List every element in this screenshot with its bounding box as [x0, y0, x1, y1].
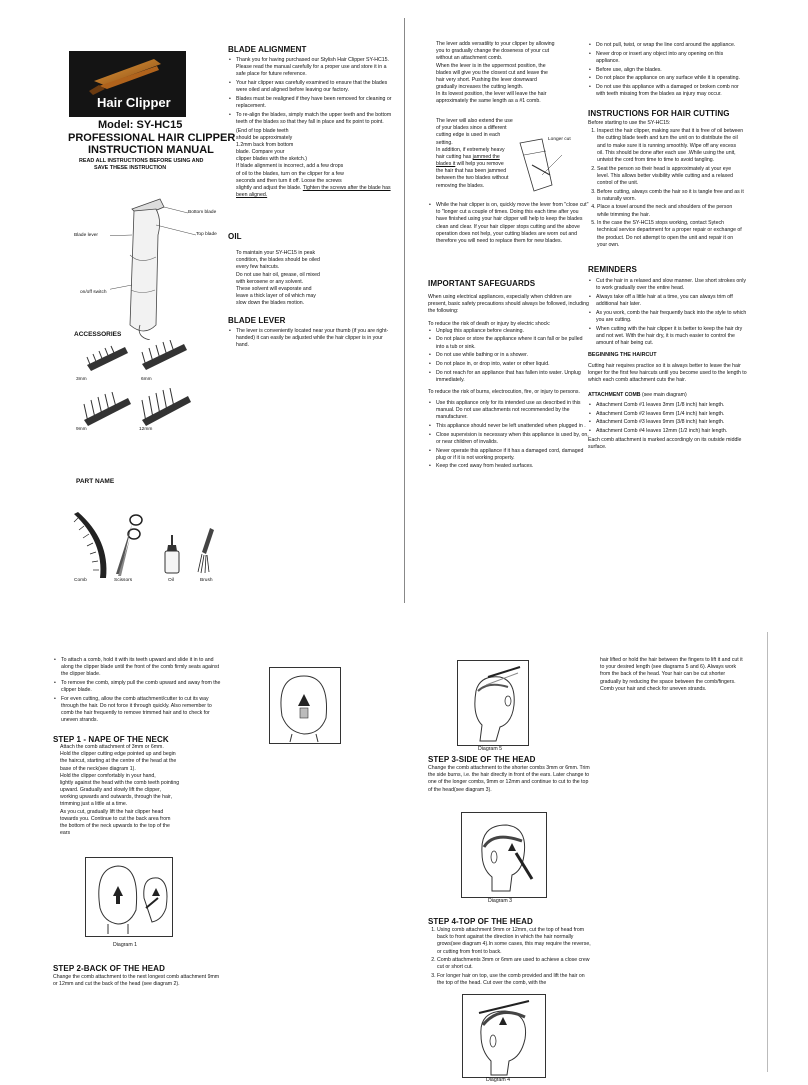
head-side-icon: [462, 813, 546, 897]
diagram-1-caption: Diagram 1: [113, 942, 137, 948]
list-item: • To attach a comb, hold it with its teeth upward and slide it in to and along the clipper blade until the front of the comb firmly seats against the clipper blade.: [61, 657, 221, 679]
list-item: • Your hair clipper was carefully examined to ensure that the blades were oiled and aligned before leaving our factory.: [236, 80, 393, 94]
align-line: of oil to the blades, turn on the clipper for a few: [236, 170, 344, 177]
step2-heading: STEP 2-BACK OF THE HEAD: [53, 964, 165, 973]
oil-line: To maintain your SY-HC15 in peak: [236, 250, 316, 256]
safeguards-heading: IMPORTANT SAFEGUARDS: [428, 279, 536, 288]
cover-brand: Hair Clipper: [97, 95, 171, 110]
head-back-icon: [270, 668, 340, 743]
list-item: • Cut the hair in a relaxed and slow manner. Use short strokes only to work gradually over the entire head.: [596, 278, 748, 292]
diagram-5: [457, 660, 529, 746]
instructions-intro: Before starting to use the SY-HC15:: [588, 120, 671, 126]
blade-alignment-heading: BLADE ALIGNMENT: [228, 45, 307, 54]
shock-intro: To reduce the risk of death or injury by electric shock:: [428, 320, 551, 327]
head-top-icon: [463, 995, 545, 1077]
extend-line: hair cutting has: [436, 153, 472, 160]
bottom-col3-text: hair lifted or hold the hair between the fingers to lift it and cut it to your desired length (see diagrams 5 and 6). Always work from the back of the head. Your hair can be cut shorter gradually by reducing the space between the comb/fingers. Comb your hair and check for uneven strands.: [600, 657, 743, 692]
safeguards-section: [428, 294, 591, 472]
step1-line: Hold the clipper cutting edge pointed up and begin: [60, 751, 176, 758]
list-item: • The lever is conveniently located near your thumb (if you are right-handed) it can easily be adjusted while the hair clipper is in your hand.: [236, 328, 393, 350]
oil-line: condition, the blades should be oiled: [236, 257, 320, 264]
bottom-col1-list: [53, 657, 221, 726]
list-item: 1. Using comb attachment 9mm or 12mm, cut the top of head from back to front against the direction in which the hair normally grows(see diagram 4).In some cases, this may require the reverse, or cutting from front to back.: [437, 927, 593, 956]
while-section: [428, 202, 591, 247]
align-line: seconds and then turn it off. Loose the screws: [236, 177, 342, 184]
safeguards-intro: When using electrical appliances, especially when children are present, basic safety precautions should always be followed, including the following:: [428, 294, 589, 315]
label-top-blade: Top blade: [196, 232, 217, 237]
oil-line: Do not use hair oil, grease, oil mixed: [236, 271, 320, 278]
part-brush-label: Brush: [200, 578, 213, 583]
part-oil-label: Oil: [168, 578, 174, 583]
label-blade-lever: Blade lever: [74, 233, 98, 238]
reminders-heading: REMINDERS: [588, 265, 637, 274]
diagram-4: [462, 994, 546, 1078]
list-item: • Do not use while bathing or in a shower.: [436, 352, 591, 359]
lever-line: When the lever is in the uppermost position, the: [436, 62, 546, 69]
list-item: 3. For longer hair on top, use the comb provided and lift the hair on the top of the head. Cut over the comb, with the: [437, 973, 593, 987]
cover-read-2: SAVE THESE INSTRUCTION: [94, 165, 167, 171]
comb-9mm-icon: [82, 392, 134, 428]
step2-text: Change the comb attachment to the next longest comb attachment 9mm or 12mm and cut the back of the head (see diagram 2).: [53, 974, 220, 988]
list-item: • Close supervision is necessary when this appliance is used by, on, or near children of invalids.: [436, 432, 591, 446]
step1-line: towards you. Continue to cut the back area from: [60, 815, 171, 822]
list-item: • Before use, align the blades.: [596, 67, 748, 74]
step1-line: ears: [60, 830, 71, 837]
extend-line: The lever will also extend the use: [436, 118, 513, 124]
list-item: • Always take off a little hair at a time, you can always trim off additional hair later.: [596, 294, 748, 308]
extend-line: cutting edge is used in each: [436, 132, 501, 139]
oil-line: leave a thick layer of oil which may: [236, 293, 316, 300]
cover-logo: [69, 51, 186, 117]
oil-line: every few haircuts.: [236, 264, 280, 271]
list-item: • To remove the comb, simply pull the comb upward and away from the clipper blade.: [61, 680, 221, 694]
comb-9mm-label: 9mm: [76, 427, 87, 432]
list-item: 2. Seat the person so their head is approximately at your eye level. This allows better visibility while cutting and a relaxed control of the unit.: [597, 166, 744, 188]
step1-line: base of the neck(see diagram 1).: [60, 765, 136, 772]
lever-line: hair very short. Pushing the lever downward: [436, 76, 537, 83]
list-item: • Never operate this appliance if it has a damaged cord, damaged plug or if it is not working property.: [436, 448, 591, 462]
list-item: • As you work, comb the hair frequently back into the style to which you are cutting.: [596, 310, 748, 324]
attachment-sub: (see main diagram): [640, 392, 687, 398]
blade-alignment-section: [228, 57, 393, 199]
step1-line: As you cut, gradually lift the hair clipper head: [60, 808, 164, 815]
list-item: • This appliance should never be left unattended when plugged in .: [436, 423, 591, 430]
step1-line: lightly against the head with the comb teeth pointing: [60, 779, 180, 786]
label-onoff-switch: on/off switch: [80, 290, 107, 295]
extend-line: removing the blades.: [436, 182, 485, 189]
cover-title-2: INSTRUCTION MANUAL: [88, 144, 214, 156]
list-item: • Keep the cord away from heated surfaces.: [436, 463, 591, 470]
lever-line: The lever adds versatility to your clipper by allowing: [436, 41, 555, 47]
step4-heading: STEP 4-TOP OF THE HEAD: [428, 917, 533, 926]
diagram-5-caption: Diagram 5: [478, 746, 502, 752]
cover-read-1: READ ALL INSTRUCTIONS BEFORE USING AND: [79, 158, 204, 164]
attachment-heading-line: [588, 392, 687, 399]
step1-line: upward. Gradually and slowly lift the clipper,: [60, 787, 161, 794]
lever-text: [436, 41, 586, 106]
diagram-1: [85, 857, 173, 937]
list-item: • Use this appliance only for its intended use as described in this manual. Do not use attachments not recommended by the manufacturer.: [436, 400, 591, 422]
scissors-icon: [112, 512, 146, 578]
list-item: • While the hair clipper is on, quickly move the lever from "close cut" to "longer cut a couple of times. Doing this each time after you have finished using your hair clipper will help to keep the blades clean and clear. If your hair clipper stops cutting and the above operation does not help, your cutting blades are worn out and therefore you will need to replace them for new blades.: [436, 202, 591, 245]
diagram-back-head: [269, 667, 341, 744]
lever-line: you to gradually change the doseness of your cut: [436, 48, 550, 55]
extend-line: will help you remove: [455, 161, 504, 168]
step1-heading: STEP 1 - NAPE OF THE NECK: [53, 735, 169, 744]
align-line: slightly and adjust the blade.: [236, 184, 302, 191]
list-item: • Blades must be realigned if they have been removed for cleaning or replacement.: [236, 96, 393, 110]
lever-line: In its lowest position, the lever will leave the hair: [436, 91, 547, 98]
bottom-page-divider: [767, 632, 768, 1072]
attachment-note: Each comb attachment is marked accordingly on its outside middle surface.: [588, 436, 742, 450]
list-item: • Attachment Comb #4 leaves 12mm (1/2 inch) hair length.: [596, 428, 748, 435]
comb-12mm-icon: [140, 388, 195, 428]
extend-line: of your blades since a different: [436, 125, 507, 132]
lever-line: approximately the same length as a #1 comb.: [436, 98, 541, 105]
label-bottom-blade: Bottom blade: [188, 210, 217, 215]
list-item: • Do not place or store the appliance where it can fall or be pulled into a tub or sink.: [436, 336, 591, 350]
list-item: • To re-align the blades, simply match the upper teeth and the bottom teeth of the blades so that they fall in place and fix point to point.: [236, 112, 393, 126]
attachment-heading: ATTACHMENT COMB: [588, 392, 641, 398]
comb-12mm-label: 12mm: [139, 427, 153, 432]
reminders-section: [588, 278, 748, 349]
step4-section: [428, 927, 593, 989]
list-item: • For even cutting, allow the comb attachment/cutter to cut its way through the hair. Do not force it through quickly. Also remember to comb the hair frequently to remove trimmed hair and to check for uneven strands.: [61, 696, 221, 725]
step1-line: Attach the comb attachment of 3mm or 6mm.: [60, 744, 164, 750]
list-item: • Do not place the appliance on any surface while it is operating.: [596, 75, 748, 82]
oil-heading: OIL: [228, 232, 242, 241]
col4-top-list: [588, 42, 748, 100]
list-item: 1. Inspect the hair clipper, making sure that it is free of oil between the cutting blade teeth and turn the unit on to distribute the oil and to make sure it is running smoothly. Wipe off any excess oil. This should be done after each use .While using the unit, untwist the cord from time to time to avoid tangling.: [597, 128, 744, 164]
extend-line: the hair that has been jammed: [436, 168, 507, 175]
head-side-icon: [458, 661, 528, 745]
part-name-heading: PART NAME: [76, 478, 115, 485]
list-item: 3. Before cutting, always comb the hair so it is tangle free and as it is naturally worn.: [597, 189, 744, 203]
step3-heading: STEP 3-SIDE OF THE HEAD: [428, 755, 536, 764]
diagram-3: [461, 812, 547, 898]
list-item: • Attachment Comb #3 leaves 9mm (3/8 inch) hair length.: [596, 419, 748, 426]
hair-clipper-illustration: [110, 195, 230, 340]
comb-6mm-icon: [140, 340, 190, 372]
align-underlined-note: Tighten the screws after the blade has been aligned.: [236, 184, 391, 199]
align-line: should be approximately: [236, 134, 293, 141]
accessories-heading: ACCESSORIES: [74, 331, 122, 338]
brush-icon: [196, 528, 220, 574]
list-item: • Do not place in, or drop into, water or other liquid.: [436, 361, 591, 368]
instructions-section: [588, 120, 744, 250]
extend-line: between the two blades without: [436, 175, 509, 182]
blade-lever-heading: BLADE LEVER: [228, 316, 286, 325]
lever-line: blades will give you the closest cut and leave the: [436, 69, 548, 76]
comb-6mm-label: 6mm: [141, 377, 152, 382]
jammed-underlined-2: blades it: [436, 161, 456, 168]
list-item: • Unplug this appliance before cleaning.: [436, 328, 591, 335]
extend-line: In addition, if extremely heavy: [436, 146, 505, 153]
lever-diagram-icon: [512, 135, 572, 195]
comb-icon: [70, 512, 110, 580]
cover-title-1: PROFESSIONAL HAIR CLIPPER: [68, 132, 236, 144]
extend-line: setting.: [436, 139, 453, 146]
oil-line: with kerosene or any solvent.: [236, 278, 304, 285]
list-item: • Never drop or insert any object into any opening on this appliance.: [596, 51, 748, 65]
attachment-section: [588, 402, 748, 451]
oil-line: slow down the blades motion.: [236, 300, 305, 307]
list-item: • Do not reach for an appliance that has fallen into water. Unplug immediately.: [436, 370, 591, 384]
cover-model: Model: SY-HC15: [98, 119, 183, 131]
list-item: • Do not pull, twist, or wrap the line cord around the appliance.: [596, 42, 748, 49]
list-item: • Do not use this appliance with a damaged or broken comb nor with teeth missing from the blades as injury may occur.: [596, 84, 748, 98]
list-item: • Thank you for having purchased our Stylish Hair Clipper SY-HC15. Please read the manual carefully for a proper use and store it in a safe place for future reference.: [236, 57, 393, 79]
step1-line: the bottom of the neck upwards to the top of the: [60, 822, 170, 829]
instructions-heading: INSTRUCTIONS FOR HAIR CUTTING: [588, 109, 730, 118]
step1-line: trimming just a little at a time.: [60, 801, 128, 808]
align-line: 1.2mm back from bottom: [236, 141, 294, 148]
step3-text: Change the comb attachment to the shorter combs 3mm or 6mm. Trim the side burns, i.e. the hair directly in front of the ears. Later change to one of the longer combs, 9mm or 12mm and continue to cut to the top of the head(see diagram 3).: [428, 765, 590, 793]
oil-section: [236, 250, 386, 307]
oil-line: These solvent will evaporate and: [236, 285, 312, 292]
lever-line: without an attachment comb.: [436, 55, 503, 62]
step1-line: working upwards and outwards, through the hair,: [60, 794, 172, 801]
blade-lever-section: [228, 328, 393, 351]
align-line: blade. Compare your: [236, 149, 285, 156]
burns-intro: To reduce the risk of burns, electrocution, fire, or injury to persons.: [428, 388, 580, 395]
beginning-heading: BEGINNING THE HAIRCUT: [588, 352, 657, 358]
comb-3mm-icon: [85, 345, 130, 373]
align-line: If blade alignment is incorrect, add a few drops: [236, 163, 344, 170]
list-item: 5. In the case the SY-HC15 stops working, contact Sytech technical service department for a proper repair or exchange of the product. Do not attempt to open the unit and repair it on your own.: [597, 220, 744, 249]
longer-cut-label: Longer cut: [548, 137, 571, 142]
list-item: 4. Place a towel around the neck and shoulders of the person while trimming the hair.: [597, 204, 744, 218]
list-item: • Attachment Comb #2 leaves 6mm (1/4 inch) hair length.: [596, 411, 748, 418]
top-page-divider: [404, 18, 405, 603]
lever-line: gradually increases the cutting length.: [436, 84, 524, 91]
step1-line: the haircut, starting at the centre of the head at the: [60, 758, 177, 765]
list-item: • When cutting with the hair clipper it is better to keep the hair dry and not wet. With the hair dry, it is much easier to control the amount of hair being cut.: [596, 326, 748, 348]
step1-line: Hold the clipper comfortably in your hand,: [60, 772, 156, 779]
align-line: (End of top blade teeth: [236, 127, 289, 134]
list-item: 2. Comb attachments 3mm or 6mm are used to achieve a close crew cut or short cut.: [437, 957, 593, 971]
oil-bottle-icon: [162, 535, 182, 575]
diagram-3-caption: Diagram 3: [488, 898, 512, 904]
jammed-underlined-1: jammed the: [472, 153, 500, 160]
diagram-4-caption: Diagram 4: [486, 1077, 510, 1083]
align-line: clipper blades with the sketch.): [236, 156, 307, 163]
beginning-text: Cutting hair requires practice so it is always better to leave the hair longer for the first few haircuts until you become used to the length to which each comb attachment cuts the hair.: [588, 363, 747, 384]
head-back-icon: [86, 858, 172, 936]
part-scissors-label: Scissors: [114, 578, 133, 583]
comb-3mm-label: 3mm: [76, 377, 87, 382]
step1-text: [60, 744, 225, 837]
part-comb-label: Comb: [74, 578, 87, 583]
list-item: • Attachment Comb #1 leaves 3mm (1/8 inch) hair length.: [596, 402, 748, 409]
